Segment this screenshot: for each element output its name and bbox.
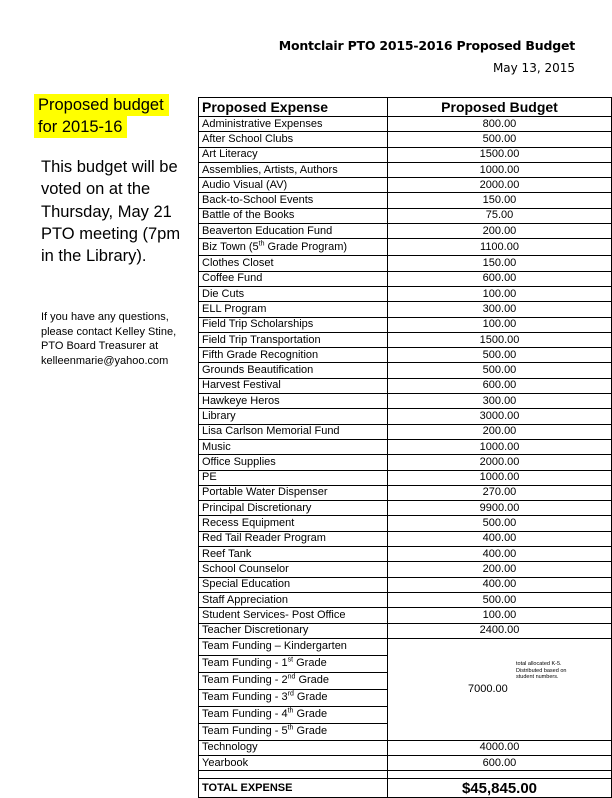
table-row xyxy=(199,302,612,317)
expense-name: Principal Discretionary xyxy=(199,501,388,516)
expense-amount: 100.00 xyxy=(387,608,611,623)
expense-amount: 500.00 xyxy=(387,348,611,363)
table-row xyxy=(199,547,612,562)
table-row xyxy=(199,178,612,193)
expense-name: Staff Appreciation xyxy=(199,592,388,607)
expense-name: Library xyxy=(199,409,388,424)
expense-amount: 1000.00 xyxy=(387,162,611,177)
expense-amount: 75.00 xyxy=(387,208,611,223)
expense-amount: 150.00 xyxy=(387,256,611,271)
expense-amount: 500.00 xyxy=(387,363,611,378)
table-row xyxy=(199,224,612,239)
expense-name: Audio Visual (AV) xyxy=(199,178,388,193)
table-row xyxy=(199,455,612,470)
expense-amount: 400.00 xyxy=(387,531,611,546)
team-funding-name: Team Funding - 3rd Grade xyxy=(199,689,388,706)
expense-name: Reef Tank xyxy=(199,547,388,562)
expense-amount: 500.00 xyxy=(387,132,611,147)
expense-name: PE xyxy=(199,470,388,485)
expense-amount: 600.00 xyxy=(387,271,611,286)
expense-name: Special Education xyxy=(199,577,388,592)
expense-amount: 2000.00 xyxy=(387,455,611,470)
expense-amount: 800.00 xyxy=(387,117,611,132)
table-row xyxy=(199,439,612,454)
highlight-line-2: for 2015-16 xyxy=(36,118,125,136)
team-funding-note: total allocated K-5. Distributed based on student numbers. xyxy=(516,661,567,680)
table-row xyxy=(199,271,612,286)
table-row xyxy=(199,256,612,271)
table-row xyxy=(199,286,612,301)
expense-name: Battle of the Books xyxy=(199,208,388,223)
expense-amount: 1500.00 xyxy=(387,147,611,162)
table-row xyxy=(199,577,612,592)
expense-name: Lisa Carlson Memorial Fund xyxy=(199,424,388,439)
table-row xyxy=(199,409,612,424)
expense-amount: 3000.00 xyxy=(387,409,611,424)
expense-name: Music xyxy=(199,439,388,454)
expense-name: Field Trip Transportation xyxy=(199,332,388,347)
expense-amount: 100.00 xyxy=(387,286,611,301)
table-row xyxy=(199,394,612,409)
table-row xyxy=(199,531,612,546)
table-row xyxy=(199,162,612,177)
budget-table xyxy=(198,97,612,798)
expense-amount: 1000.00 xyxy=(387,439,611,454)
total-row xyxy=(199,779,612,798)
table-row xyxy=(199,592,612,607)
table-row xyxy=(199,638,612,655)
team-funding-name: Team Funding – Kindergarten xyxy=(199,638,388,655)
expense-amount: 600.00 xyxy=(387,378,611,393)
table-row xyxy=(199,348,612,363)
expense-amount: 4000.00 xyxy=(387,740,611,755)
highlight-line-1: Proposed budget xyxy=(36,96,167,114)
expense-name: Back-to-School Events xyxy=(199,193,388,208)
expense-amount: 300.00 xyxy=(387,394,611,409)
expense-amount: 1100.00 xyxy=(387,239,611,256)
team-funding-name: Team Funding - 4th Grade xyxy=(199,706,388,723)
expense-amount: 500.00 xyxy=(387,516,611,531)
table-row xyxy=(199,117,612,132)
expense-amount: 100.00 xyxy=(387,317,611,332)
expense-name: Assemblies, Artists, Authors xyxy=(199,162,388,177)
table-row xyxy=(199,208,612,223)
document-title: Montclair PTO 2015-2016 Proposed Budget xyxy=(278,38,575,53)
column-header-expense: Proposed Expense xyxy=(199,98,388,117)
expense-name: Field Trip Scholarships xyxy=(199,317,388,332)
vote-note: This budget will be voted on at the Thursday, May 21 PTO meeting (7pm in the Library). xyxy=(41,158,181,266)
team-funding-name: Team Funding - 2nd Grade xyxy=(199,672,388,689)
expense-amount: 1500.00 xyxy=(387,332,611,347)
expense-amount: 270.00 xyxy=(387,485,611,500)
expense-name: Art Literacy xyxy=(199,147,388,162)
table-row xyxy=(199,239,612,256)
expense-name: Grounds Beautification xyxy=(199,363,388,378)
expense-name: ELL Program xyxy=(199,302,388,317)
total-value: $45,845.00 xyxy=(387,779,611,798)
table-header-row xyxy=(199,98,612,117)
document-date: May 13, 2015 xyxy=(492,61,575,75)
spacer-row xyxy=(199,771,612,779)
expense-name: Teacher Discretionary xyxy=(199,623,388,638)
team-funding-name: Team Funding - 5th Grade xyxy=(199,723,388,740)
table-row xyxy=(199,193,612,208)
highlighted-heading xyxy=(36,94,167,138)
expense-name: Recess Equipment xyxy=(199,516,388,531)
expense-amount: 400.00 xyxy=(387,547,611,562)
expense-name: Red Tail Reader Program xyxy=(199,531,388,546)
table-row xyxy=(199,332,612,347)
expense-name: Office Supplies xyxy=(199,455,388,470)
team-funding-amount: 7000.00 xyxy=(387,638,611,740)
expense-amount: 1000.00 xyxy=(387,470,611,485)
expense-name: School Counselor xyxy=(199,562,388,577)
expense-name: Portable Water Dispenser xyxy=(199,485,388,500)
expense-name: Biz Town (5th Grade Program) xyxy=(199,239,388,256)
table-row xyxy=(199,516,612,531)
expense-name: After School Clubs xyxy=(199,132,388,147)
table-row xyxy=(199,363,612,378)
table-body xyxy=(199,117,612,798)
table-row xyxy=(199,132,612,147)
expense-amount: 200.00 xyxy=(387,562,611,577)
expense-amount: 500.00 xyxy=(387,592,611,607)
table-row xyxy=(199,378,612,393)
table-row xyxy=(199,317,612,332)
expense-amount: 9900.00 xyxy=(387,501,611,516)
table-row xyxy=(199,608,612,623)
table-row xyxy=(199,470,612,485)
table-row xyxy=(199,562,612,577)
table-row xyxy=(199,756,612,771)
spacer-cell xyxy=(387,771,611,779)
expense-amount: 200.00 xyxy=(387,224,611,239)
table-row xyxy=(199,485,612,500)
expense-amount: 200.00 xyxy=(387,424,611,439)
total-label: TOTAL EXPENSE xyxy=(199,779,388,798)
column-header-budget: Proposed Budget xyxy=(387,98,611,117)
expense-amount: 300.00 xyxy=(387,302,611,317)
team-funding-name: Team Funding - 1st Grade xyxy=(199,655,388,672)
table-row xyxy=(199,424,612,439)
expense-amount: 2400.00 xyxy=(387,623,611,638)
expense-name: Yearbook xyxy=(199,756,388,771)
expense-amount: 150.00 xyxy=(387,193,611,208)
table-row xyxy=(199,740,612,755)
expense-name: Harvest Festival xyxy=(199,378,388,393)
spacer-cell xyxy=(199,771,388,779)
expense-name: Die Cuts xyxy=(199,286,388,301)
expense-name: Administrative Expenses xyxy=(199,117,388,132)
expense-name: Fifth Grade Recognition xyxy=(199,348,388,363)
expense-name: Student Services- Post Office xyxy=(199,608,388,623)
contact-note: If you have any questions, please contact Kelley Stine, PTO Board Treasurer at kelleenmarie@yahoo.com xyxy=(41,311,177,368)
table-row xyxy=(199,147,612,162)
expense-name: Clothes Closet xyxy=(199,256,388,271)
table-row xyxy=(199,623,612,638)
expense-name: Technology xyxy=(199,740,388,755)
expense-name: Coffee Fund xyxy=(199,271,388,286)
table-row xyxy=(199,501,612,516)
expense-name: Hawkeye Heros xyxy=(199,394,388,409)
expense-amount: 600.00 xyxy=(387,756,611,771)
expense-name: Beaverton Education Fund xyxy=(199,224,388,239)
expense-amount: 2000.00 xyxy=(387,178,611,193)
expense-amount: 400.00 xyxy=(387,577,611,592)
